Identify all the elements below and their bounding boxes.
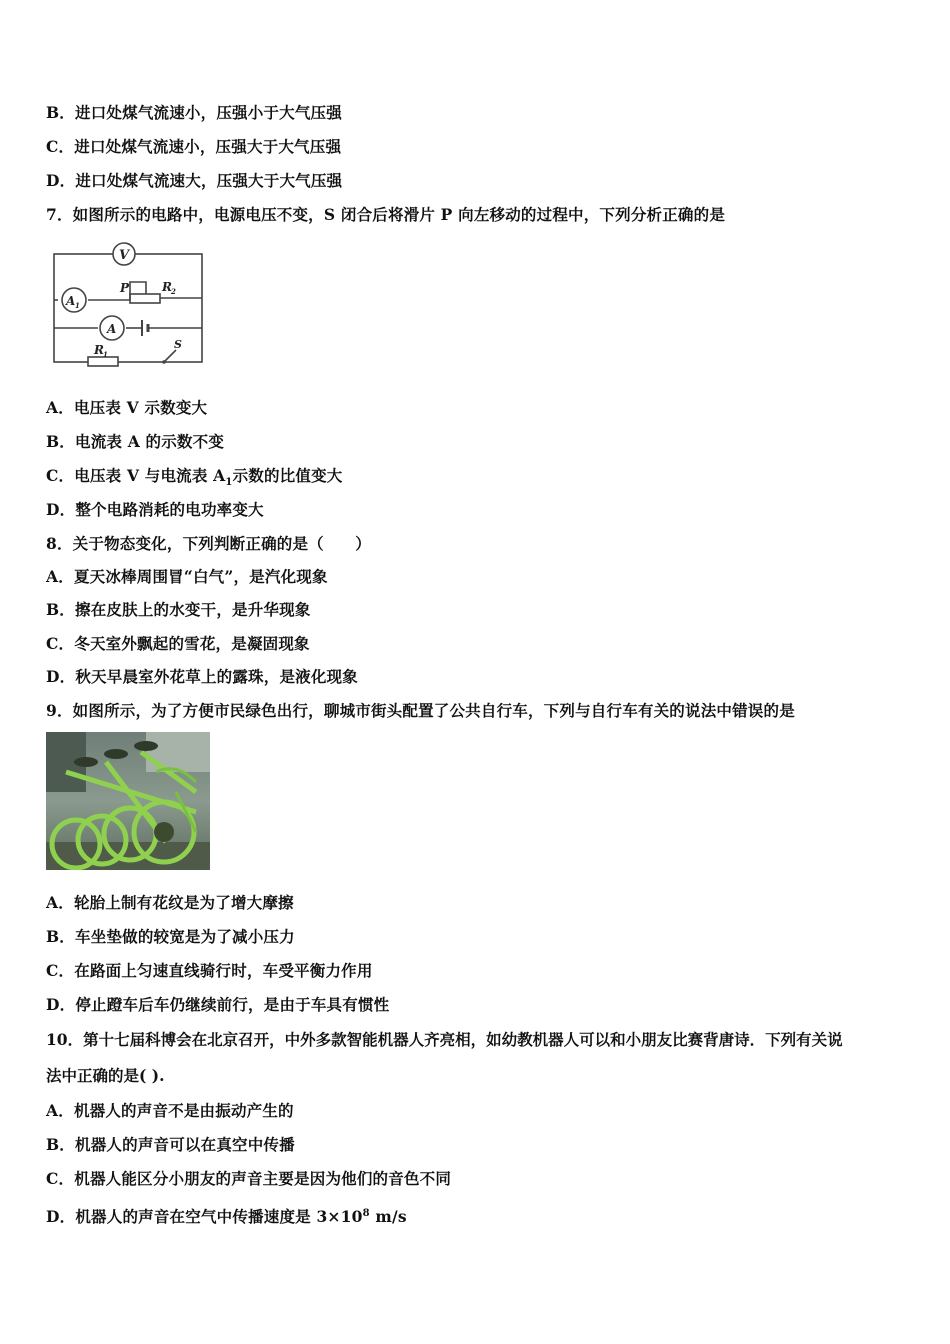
q8-stem: 8．关于物态变化，下列判断正确的是（ ） [46,534,371,553]
q9-option-b: B．车坐垫做的较宽是为了减小压力 [46,927,295,946]
q10-stem-line2: 法中正确的是( ). [46,1066,165,1085]
q9-option-c: C．在路面上匀速直线骑行时，车受平衡力作用 [46,961,373,980]
q6-option-d: D．进口处煤气流速大，压强大于大气压强 [46,171,343,190]
q6-option-b: B．进口处煤气流速小，压强小于大气压强 [46,103,342,122]
r2-sub: 2 [171,287,176,296]
ammeter-a1-label: A [66,294,76,308]
r1-label: R [94,343,104,357]
q7-option-a: A．电压表 V 示数变大 [46,398,208,417]
q9-bicycle-photo [46,732,210,870]
q10-option-b: B．机器人的声音可以在真空中传播 [46,1135,295,1154]
q7-circuit-diagram [46,240,210,368]
voltmeter-label: V [119,248,130,263]
q7-option-d: D．整个电路消耗的电功率变大 [46,500,264,519]
q7-option-b: B．电流表 A 的示数不变 [46,432,225,451]
slider-p-label: P [120,281,130,295]
q7-stem: 7．如图所示的电路中，电源电压不变，S 闭合后将滑片 P 向左移动的过程中，下列分析正确的是 [46,205,726,224]
q10-option-a: A．机器人的声音不是由振动产生的 [46,1101,294,1120]
q6-option-c: C．进口处煤气流速小，压强大于大气压强 [46,137,342,156]
q10-stem-line1: 10．第十七届科博会在北京召开，中外多款智能机器人齐亮相，如幼教机器人可以和小朋友比赛背唐诗．下列有关说 [46,1030,843,1049]
q8-option-d: D．秋天早晨室外花草上的露珠，是液化现象 [46,667,358,686]
q9-option-d: D．停止蹬车后车仍继续前行，是由于车具有惯性 [46,995,390,1014]
q8-option-c: C．冬天室外飘起的雪花，是凝固现象 [46,634,310,653]
q10-option-d: D．机器人的声音在空气中传播速度是 $3\times 10^8$ m/s [46,1207,407,1227]
q8-option-a: A．夏天冰棒周围冒“白气”，是汽化现象 [46,567,328,586]
q9-option-a: A．轮胎上制有花纹是为了增大摩擦 [46,893,294,912]
q7-option-c: C．电压表 V 与电流表 $A_1$示数的比值变大 [46,466,343,489]
r2-label: R [162,280,172,294]
switch-label: S [174,338,182,351]
r1-sub: 1 [103,350,108,359]
q10-option-c: C．机器人能区分小朋友的声音主要是因为他们的音色不同 [46,1169,452,1188]
q8-option-b: B．擦在皮肤上的水变干，是升华现象 [46,600,311,619]
q9-stem: 9．如图所示，为了方便市民绿色出行，聊城市街头配置了公共自行车，下列与自行车有关的说法中错误的是 [46,701,795,720]
ammeter-a-label: A [107,322,117,336]
ammeter-a1-sub: 1 [75,301,80,310]
